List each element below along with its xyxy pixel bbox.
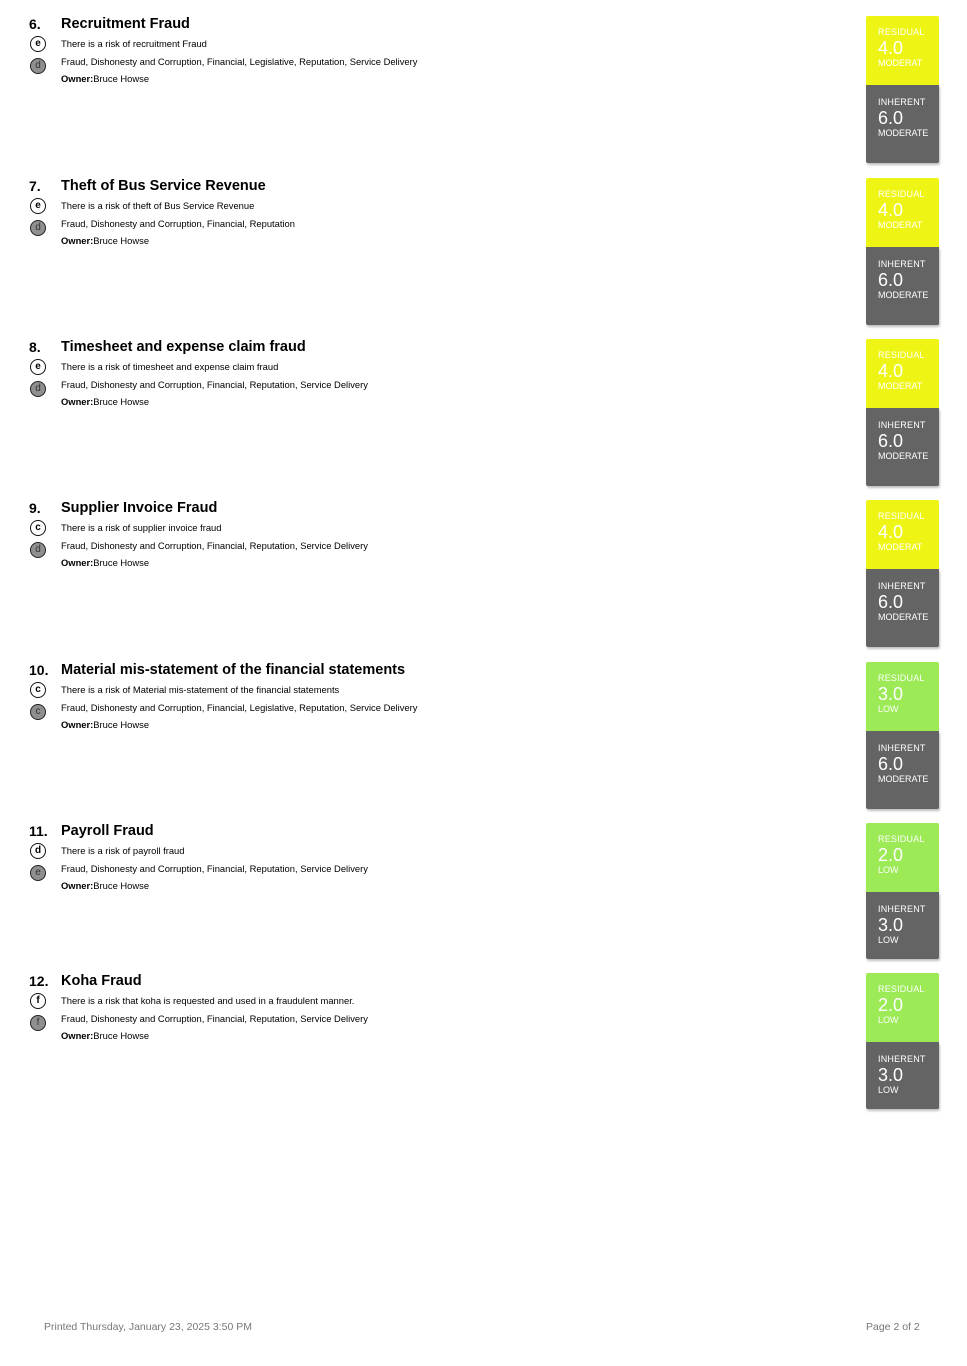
residual-score: 2.0: [878, 845, 904, 865]
risk-item: [0, 178, 967, 328]
inherent-rating-box: [866, 85, 939, 163]
risk-categories: Fraud, Dishonesty and Corruption, Financial, Legislative, Reputation, Service Delivery: [61, 702, 418, 713]
residual-label: RESIDUAL: [878, 984, 925, 994]
residual-label: RESIDUAL: [878, 350, 925, 360]
risk-title: Material mis-statement of the financial statements: [61, 662, 406, 678]
inherent-label: INHERENT: [878, 420, 926, 430]
risk-description: There is a risk of supplier invoice fraud: [61, 522, 222, 533]
inherent-rating-box: [866, 731, 939, 809]
page-number: Page 2 of 2: [866, 1321, 920, 1333]
inherent-label: INHERENT: [878, 97, 926, 107]
inherent-level: MODERATE: [878, 290, 929, 300]
owner-label: Owner:: [61, 880, 94, 891]
residual-level: MODERAT: [878, 542, 923, 552]
risk-item: [0, 662, 967, 812]
risk-number: 12.: [29, 973, 49, 989]
risk-title: Theft of Bus Service Revenue: [61, 178, 266, 194]
risk-categories: Fraud, Dishonesty and Corruption, Financial, Reputation, Service Delivery: [61, 540, 368, 551]
residual-level: MODERAT: [878, 220, 923, 230]
residual-score: 3.0: [878, 684, 904, 704]
owner-name: Bruce Howse: [93, 1030, 150, 1041]
likelihood-badge: e: [30, 198, 46, 214]
likelihood-badge: c: [30, 520, 46, 536]
risk-owner: [61, 73, 149, 84]
risk-description: There is a risk that koha is requested and used in a fraudulent manner.: [61, 995, 355, 1006]
risk-owner: [61, 396, 149, 407]
risk-number: 6.: [29, 16, 41, 32]
risk-number: 11.: [29, 823, 48, 839]
residual-rating-box: [866, 16, 939, 85]
likelihood-badge: e: [30, 359, 46, 375]
inherent-rating-box: [866, 569, 939, 647]
owner-name: Bruce Howse: [93, 396, 150, 407]
inherent-score: 6.0: [878, 270, 904, 290]
inherent-label: INHERENT: [878, 581, 926, 591]
inherent-score: 6.0: [878, 754, 904, 774]
risk-categories: Fraud, Dishonesty and Corruption, Financial, Reputation, Service Delivery: [61, 1013, 368, 1024]
owner-label: Owner:: [61, 396, 94, 407]
consequence-badge: e: [30, 865, 46, 881]
residual-label: RESIDUAL: [878, 834, 925, 844]
inherent-level: MODERATE: [878, 128, 929, 138]
risk-title: Payroll Fraud: [61, 823, 154, 839]
consequence-badge: f: [30, 1015, 46, 1031]
risk-owner: [61, 235, 149, 246]
risk-item: [0, 823, 967, 973]
residual-level: LOW: [878, 865, 899, 875]
inherent-score: 6.0: [878, 592, 904, 612]
owner-name: Bruce Howse: [93, 557, 150, 568]
inherent-level: MODERATE: [878, 774, 929, 784]
risk-number: 10.: [29, 662, 49, 678]
risk-item: [0, 500, 967, 650]
risk-number: 8.: [29, 339, 41, 355]
risk-owner: [61, 719, 149, 730]
likelihood-badge: c: [30, 682, 46, 698]
printed-date: Printed Thursday, January 23, 2025 3:50 PM: [44, 1321, 252, 1333]
residual-rating-box: [866, 823, 939, 892]
owner-name: Bruce Howse: [93, 73, 150, 84]
risk-categories: Fraud, Dishonesty and Corruption, Financial, Reputation, Service Delivery: [61, 863, 368, 874]
inherent-label: INHERENT: [878, 743, 926, 753]
risk-categories: Fraud, Dishonesty and Corruption, Financial, Reputation: [61, 218, 295, 229]
risk-owner: [61, 557, 149, 568]
risk-categories: Fraud, Dishonesty and Corruption, Financial, Reputation, Service Delivery: [61, 379, 368, 390]
inherent-label: INHERENT: [878, 259, 926, 269]
inherent-level: MODERATE: [878, 451, 929, 461]
inherent-score: 6.0: [878, 108, 904, 128]
residual-label: RESIDUAL: [878, 189, 925, 199]
inherent-rating-box: [866, 408, 939, 486]
consequence-badge: d: [30, 220, 46, 236]
risk-owner: [61, 1030, 149, 1041]
residual-level: LOW: [878, 1015, 899, 1025]
inherent-rating-box: [866, 247, 939, 325]
inherent-rating-box: [866, 892, 939, 959]
risk-title: Timesheet and expense claim fraud: [61, 339, 306, 355]
owner-label: Owner:: [61, 557, 94, 568]
owner-name: Bruce Howse: [93, 719, 150, 730]
inherent-score: 3.0: [878, 915, 904, 935]
residual-score: 4.0: [878, 522, 904, 542]
residual-rating-box: [866, 500, 939, 569]
residual-rating-box: [866, 178, 939, 247]
residual-level: MODERAT: [878, 381, 923, 391]
residual-level: LOW: [878, 704, 899, 714]
risk-description: There is a risk of payroll fraud: [61, 845, 185, 856]
residual-rating-box: [866, 973, 939, 1042]
risk-item: [0, 16, 967, 166]
risk-categories: Fraud, Dishonesty and Corruption, Financial, Legislative, Reputation, Service Delivery: [61, 56, 418, 67]
risk-description: There is a risk of timesheet and expense claim fraud: [61, 361, 279, 372]
owner-name: Bruce Howse: [93, 235, 150, 246]
consequence-badge: d: [30, 58, 46, 74]
risk-item: [0, 339, 967, 489]
risk-title: Supplier Invoice Fraud: [61, 500, 218, 516]
inherent-level: MODERATE: [878, 612, 929, 622]
residual-rating-box: [866, 662, 939, 731]
residual-score: 4.0: [878, 361, 904, 381]
risk-description: There is a risk of theft of Bus Service Revenue: [61, 200, 255, 211]
likelihood-badge: e: [30, 36, 46, 52]
residual-rating-box: [866, 339, 939, 408]
risk-item: [0, 973, 967, 1123]
risk-description: There is a risk of Material mis-statement of the financial statements: [61, 684, 340, 695]
residual-score: 4.0: [878, 38, 904, 58]
residual-score: 4.0: [878, 200, 904, 220]
inherent-level: LOW: [878, 935, 899, 945]
owner-label: Owner:: [61, 235, 94, 246]
consequence-badge: c: [30, 704, 46, 720]
inherent-rating-box: [866, 1042, 939, 1109]
risk-owner: [61, 880, 149, 891]
risk-title: Koha Fraud: [61, 973, 142, 989]
inherent-label: INHERENT: [878, 904, 926, 914]
residual-label: RESIDUAL: [878, 673, 925, 683]
residual-label: RESIDUAL: [878, 511, 925, 521]
risk-title: Recruitment Fraud: [61, 16, 190, 32]
likelihood-badge: f: [30, 993, 46, 1009]
consequence-badge: d: [30, 381, 46, 397]
owner-name: Bruce Howse: [93, 880, 150, 891]
risk-number: 7.: [29, 178, 41, 194]
owner-label: Owner:: [61, 719, 94, 730]
residual-score: 2.0: [878, 995, 904, 1015]
inherent-label: INHERENT: [878, 1054, 926, 1064]
residual-label: RESIDUAL: [878, 27, 925, 37]
inherent-score: 6.0: [878, 431, 904, 451]
owner-label: Owner:: [61, 73, 94, 84]
risk-number: 9.: [29, 500, 41, 516]
risk-description: There is a risk of recruitment Fraud: [61, 38, 207, 49]
inherent-level: LOW: [878, 1085, 899, 1095]
inherent-score: 3.0: [878, 1065, 904, 1085]
likelihood-badge: d: [30, 843, 46, 859]
owner-label: Owner:: [61, 1030, 94, 1041]
consequence-badge: d: [30, 542, 46, 558]
residual-level: MODERAT: [878, 58, 923, 68]
